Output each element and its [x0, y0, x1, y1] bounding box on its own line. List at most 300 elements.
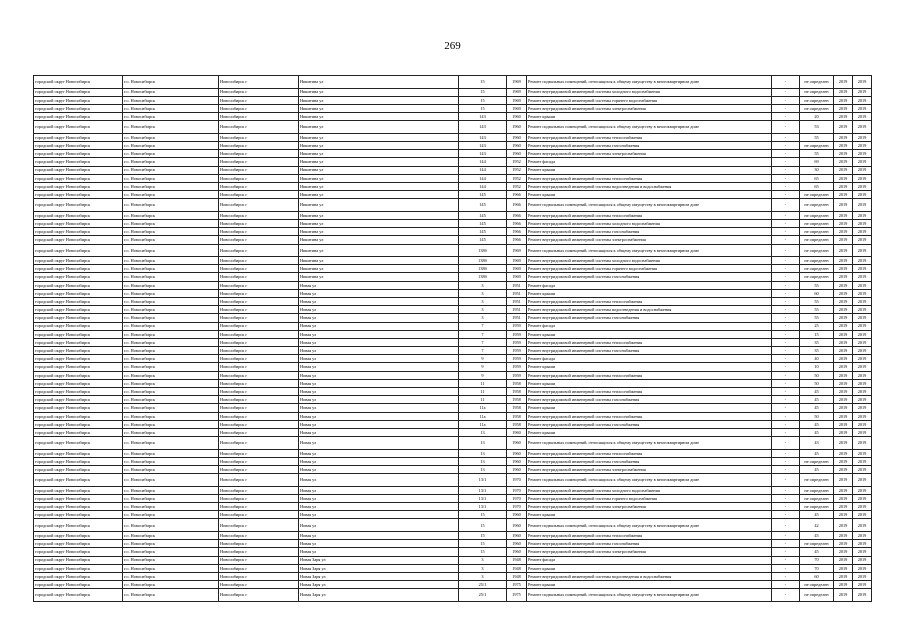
cell-settlement: г.о. Новосибирск [123, 174, 219, 182]
table-row [34, 396, 872, 404]
cell-work_type: Ремонт фасада [527, 281, 772, 289]
cell-street: Новая ул [299, 494, 459, 502]
cell-street: Новая ул [299, 486, 459, 494]
cell-street: Никитина ул [299, 113, 459, 121]
cell-street: Новая ул [299, 306, 459, 314]
table-row [34, 548, 872, 556]
cell-settlement: г.о. Новосибирск [123, 322, 219, 330]
cell-house: 143 [459, 121, 507, 134]
cell-cost_status: 55 [800, 314, 834, 322]
cell-settlement: г.о. Новосибирск [123, 113, 219, 121]
cell-year_end: 2019 [853, 211, 872, 219]
cell-settlement: г.о. Новосибирск [123, 289, 219, 297]
cell-city: Новосибирск г [219, 371, 299, 379]
cell-cost: - [772, 133, 800, 141]
cell-city: Новосибирск г [219, 297, 299, 305]
cell-year_start: 2019 [834, 531, 853, 539]
cell-city: Новосибирск г [219, 141, 299, 149]
cell-cost: - [772, 121, 800, 134]
cell-work_type: Ремонт внутридомовой инженерной системы газоснабжения [527, 420, 772, 428]
cell-cost: - [772, 104, 800, 112]
cell-city: Новосибирск г [219, 273, 299, 281]
cell-cost_status: 45 [800, 420, 834, 428]
cell-year_end: 2019 [853, 228, 872, 236]
cell-settlement: г.о. Новосибирск [123, 150, 219, 158]
cell-street: Новая Заря ул [299, 572, 459, 580]
cell-year: 1959 [507, 338, 527, 346]
cell-street: Никитина ул [299, 191, 459, 199]
cell-year_start: 2019 [834, 211, 853, 219]
cell-city: Новосибирск г [219, 556, 299, 564]
cell-street: Никитина ул [299, 104, 459, 112]
cell-year_end: 2019 [853, 166, 872, 174]
cell-street: Новая Заря ул [299, 581, 459, 589]
cell-settlement: г.о. Новосибирск [123, 548, 219, 556]
cell-cost: - [772, 388, 800, 396]
cell-house: 11а [459, 404, 507, 412]
cell-district: городской округ Новосибирск [34, 556, 123, 564]
cell-year: 1958 [507, 379, 527, 387]
cell-cost: - [772, 158, 800, 166]
cell-cost: - [772, 486, 800, 494]
table-row [34, 297, 872, 305]
cell-year_start: 2019 [834, 548, 853, 556]
table-row [34, 211, 872, 219]
cell-year: 1960 [507, 540, 527, 548]
cell-city: Новосибирск г [219, 396, 299, 404]
cell-year_end: 2019 [853, 548, 872, 556]
cell-house: 138б [459, 265, 507, 273]
cell-work_type: Ремонт подвальных помещений, относящихся к общему имуществу в многоквартирном доме [527, 199, 772, 212]
cell-year_start: 2019 [834, 474, 853, 487]
cell-year: 1969 [507, 76, 527, 89]
cell-cost: - [772, 564, 800, 572]
cell-year_start: 2019 [834, 273, 853, 281]
cell-year_start: 2019 [834, 556, 853, 564]
table-row [34, 412, 872, 420]
cell-year_start: 2019 [834, 363, 853, 371]
cell-settlement: г.о. Новосибирск [123, 396, 219, 404]
cell-district: городской округ Новосибирск [34, 211, 123, 219]
cell-year_start: 2019 [834, 228, 853, 236]
cell-district: городской округ Новосибирск [34, 141, 123, 149]
table-row [34, 589, 872, 602]
cell-year_end: 2019 [853, 371, 872, 379]
cell-street: Никитина ул [299, 88, 459, 96]
table-row [34, 449, 872, 457]
cell-city: Новосибирск г [219, 121, 299, 134]
cell-year_end: 2019 [853, 150, 872, 158]
cell-street: Новая ул [299, 371, 459, 379]
cell-district: городской округ Новосибирск [34, 236, 123, 244]
cell-city: Новосибирск г [219, 404, 299, 412]
cell-city: Новосибирск г [219, 166, 299, 174]
cell-house: 13 [459, 428, 507, 436]
cell-year_end: 2019 [853, 466, 872, 474]
cell-settlement: г.о. Новосибирск [123, 589, 219, 602]
cell-street: Никитина ул [299, 76, 459, 89]
cell-settlement: г.о. Новосибирск [123, 474, 219, 487]
cell-city: Новосибирск г [219, 347, 299, 355]
cell-year_start: 2019 [834, 257, 853, 265]
cell-cost: - [772, 355, 800, 363]
table-row [34, 257, 872, 265]
cell-work_type: Ремонт внутридомовой инженерной системы водоотведения и водоснабжения [527, 306, 772, 314]
table-row [34, 199, 872, 212]
cell-year_start: 2019 [834, 494, 853, 502]
cell-year_start: 2019 [834, 396, 853, 404]
cell-district: городской округ Новосибирск [34, 363, 123, 371]
cell-district: городской округ Новосибирск [34, 581, 123, 589]
cell-work_type: Ремонт внутридомовой инженерной системы газоснабжения [527, 347, 772, 355]
cell-house: 13/1 [459, 503, 507, 511]
cell-house: 144 [459, 158, 507, 166]
cell-cost: - [772, 420, 800, 428]
cell-cost_status: 45 [800, 388, 834, 396]
cell-work_type: Ремонт внутридомовой инженерной системы газоснабжения [527, 141, 772, 149]
cell-year_start: 2019 [834, 219, 853, 227]
cell-district: городской округ Новосибирск [34, 420, 123, 428]
cell-street: Новая ул [299, 388, 459, 396]
cell-district: городской округ Новосибирск [34, 166, 123, 174]
cell-street: Новая ул [299, 396, 459, 404]
table-row [34, 486, 872, 494]
table-row [34, 540, 872, 548]
cell-house: 15 [459, 519, 507, 532]
cell-year_end: 2019 [853, 581, 872, 589]
cell-work_type: Ремонт внутридомовой инженерной системы электроснабжения [527, 548, 772, 556]
page-number: 269 [444, 40, 461, 52]
cell-year: 1958 [507, 396, 527, 404]
cell-year: 1960 [507, 141, 527, 149]
cell-house: 15 [459, 540, 507, 548]
cell-city: Новосибирск г [219, 420, 299, 428]
cell-house: 11а [459, 412, 507, 420]
cell-year_end: 2019 [853, 379, 872, 387]
cell-year: 1960 [507, 121, 527, 134]
cell-street: Никитина ул [299, 228, 459, 236]
table-row [34, 347, 872, 355]
cell-year: 1966 [507, 191, 527, 199]
cell-cost_status: не определен [800, 211, 834, 219]
cell-city: Новосибирск г [219, 466, 299, 474]
table-row [34, 581, 872, 589]
cell-district: городской округ Новосибирск [34, 428, 123, 436]
table-row [34, 457, 872, 465]
cell-city: Новосибирск г [219, 581, 299, 589]
cell-year_start: 2019 [834, 141, 853, 149]
cell-year_end: 2019 [853, 182, 872, 190]
cell-year: 1960 [507, 457, 527, 465]
cell-cost_status: не определен [800, 581, 834, 589]
cell-work_type: Ремонт внутридомовой инженерной системы водоотведения и водоснабжения [527, 182, 772, 190]
cell-house: 143 [459, 133, 507, 141]
cell-cost: - [772, 437, 800, 450]
cell-house: 15 [459, 548, 507, 556]
cell-settlement: г.о. Новосибирск [123, 244, 219, 257]
cell-district: городской округ Новосибирск [34, 564, 123, 572]
cell-cost_status: не определен [800, 141, 834, 149]
cell-district: городской округ Новосибирск [34, 404, 123, 412]
cell-work_type: Ремонт подвальных помещений, относящихся к общему имуществу в многоквартирном доме [527, 121, 772, 134]
table-row [34, 474, 872, 487]
cell-cost: - [772, 211, 800, 219]
cell-street: Новая ул [299, 466, 459, 474]
cell-street: Никитина ул [299, 150, 459, 158]
cell-city: Новосибирск г [219, 322, 299, 330]
table-row [34, 511, 872, 519]
cell-house: 11 [459, 379, 507, 387]
cell-year_end: 2019 [853, 404, 872, 412]
cell-settlement: г.о. Новосибирск [123, 437, 219, 450]
cell-work_type: Ремонт подвальных помещений, относящихся к общему имуществу в многоквартирном доме [527, 589, 772, 602]
cell-year_start: 2019 [834, 540, 853, 548]
cell-house: 11а [459, 420, 507, 428]
cell-work_type: Ремонт внутридомовой инженерной системы электроснабжения [527, 104, 772, 112]
cell-work_type: Ремонт внутридомовой инженерной системы теплоснабжения [527, 133, 772, 141]
cell-house: 138б [459, 257, 507, 265]
cell-cost: - [772, 494, 800, 502]
cell-work_type: Ремонт внутридомовой инженерной системы электроснабжения [527, 150, 772, 158]
cell-year: 1970 [507, 486, 527, 494]
cell-cost: - [772, 228, 800, 236]
cell-house: 145 [459, 191, 507, 199]
cell-year_end: 2019 [853, 236, 872, 244]
cell-house: 25/1 [459, 589, 507, 602]
cell-cost_status: не определен [800, 257, 834, 265]
cell-district: городской округ Новосибирск [34, 347, 123, 355]
table-row [34, 420, 872, 428]
cell-year_end: 2019 [853, 289, 872, 297]
cell-year_end: 2019 [853, 330, 872, 338]
cell-cost_status: не определен [800, 228, 834, 236]
cell-year_start: 2019 [834, 511, 853, 519]
cell-year_start: 2019 [834, 121, 853, 134]
cell-city: Новосибирск г [219, 257, 299, 265]
cell-cost: - [772, 396, 800, 404]
cell-house: 138б [459, 273, 507, 281]
cell-year_start: 2019 [834, 281, 853, 289]
cell-year: 1960 [507, 511, 527, 519]
cell-work_type: Ремонт крыши [527, 289, 772, 297]
cell-year: 1951 [507, 289, 527, 297]
cell-year_end: 2019 [853, 449, 872, 457]
cell-settlement: г.о. Новосибирск [123, 219, 219, 227]
cell-year: 1970 [507, 474, 527, 487]
cell-cost_status: 65 [800, 182, 834, 190]
cell-house: 11 [459, 388, 507, 396]
cell-city: Новосибирск г [219, 564, 299, 572]
cell-year: 1951 [507, 297, 527, 305]
cell-district: городской округ Новосибирск [34, 511, 123, 519]
cell-cost_status: не определен [800, 540, 834, 548]
cell-cost: - [772, 556, 800, 564]
cell-house: 3 [459, 306, 507, 314]
cell-street: Новая ул [299, 503, 459, 511]
table-row [34, 113, 872, 121]
cell-year: 1969 [507, 265, 527, 273]
cell-work_type: Ремонт внутридомовой инженерной системы теплоснабжения [527, 297, 772, 305]
cell-cost_status: не определен [800, 104, 834, 112]
cell-cost_status: 45 [800, 466, 834, 474]
cell-settlement: г.о. Новосибирск [123, 166, 219, 174]
cell-street: Никитина ул [299, 96, 459, 104]
cell-city: Новосибирск г [219, 88, 299, 96]
cell-house: 13/1 [459, 494, 507, 502]
cell-street: Новая Заря ул [299, 564, 459, 572]
cell-settlement: г.о. Новосибирск [123, 466, 219, 474]
cell-cost_status: не определен [800, 589, 834, 602]
cell-year_start: 2019 [834, 388, 853, 396]
cell-year_start: 2019 [834, 314, 853, 322]
cell-year_start: 2019 [834, 88, 853, 96]
cell-cost_status: 10 [800, 363, 834, 371]
cell-city: Новосибирск г [219, 330, 299, 338]
table-row [34, 166, 872, 174]
cell-year_end: 2019 [853, 104, 872, 112]
cell-street: Никитина ул [299, 257, 459, 265]
cell-cost_status: не определен [800, 503, 834, 511]
cell-cost_status: 55 [800, 306, 834, 314]
cell-cost: - [772, 281, 800, 289]
cell-cost: - [772, 531, 800, 539]
cell-cost_status: 45 [800, 449, 834, 457]
cell-year: 1958 [507, 388, 527, 396]
cell-district: городской округ Новосибирск [34, 314, 123, 322]
cell-city: Новосибирск г [219, 104, 299, 112]
cell-year: 1948 [507, 556, 527, 564]
cell-district: городской округ Новосибирск [34, 96, 123, 104]
cell-street: Новая ул [299, 322, 459, 330]
cell-settlement: г.о. Новосибирск [123, 314, 219, 322]
cell-district: городской округ Новосибирск [34, 457, 123, 465]
cell-work_type: Ремонт крыши [527, 428, 772, 436]
repair-register-table [33, 75, 872, 602]
cell-work_type: Ремонт крыши [527, 191, 772, 199]
cell-street: Новая ул [299, 437, 459, 450]
cell-year_start: 2019 [834, 158, 853, 166]
cell-year_end: 2019 [853, 494, 872, 502]
cell-work_type: Ремонт внутридомовой инженерной системы газоснабжения [527, 457, 772, 465]
cell-year_end: 2019 [853, 297, 872, 305]
cell-year: 1969 [507, 273, 527, 281]
table-row [34, 121, 872, 134]
cell-cost_status: 35 [800, 338, 834, 346]
table-row [34, 273, 872, 281]
cell-year_end: 2019 [853, 76, 872, 89]
cell-year: 1951 [507, 306, 527, 314]
cell-street: Никитина ул [299, 166, 459, 174]
cell-street: Новая ул [299, 297, 459, 305]
cell-year: 1960 [507, 133, 527, 141]
cell-work_type: Ремонт внутридомовой инженерной системы теплоснабжения [527, 338, 772, 346]
cell-year_start: 2019 [834, 519, 853, 532]
cell-cost: - [772, 347, 800, 355]
cell-year_start: 2019 [834, 306, 853, 314]
table-row [34, 531, 872, 539]
cell-year_end: 2019 [853, 244, 872, 257]
cell-house: 15 [459, 104, 507, 112]
cell-street: Новая ул [299, 457, 459, 465]
cell-city: Новосибирск г [219, 503, 299, 511]
cell-district: городской округ Новосибирск [34, 330, 123, 338]
cell-settlement: г.о. Новосибирск [123, 486, 219, 494]
cell-year_end: 2019 [853, 540, 872, 548]
cell-year: 1960 [507, 449, 527, 457]
cell-settlement: г.о. Новосибирск [123, 228, 219, 236]
cell-work_type: Ремонт внутридомовой инженерной системы электроснабжения [527, 236, 772, 244]
cell-year_end: 2019 [853, 174, 872, 182]
cell-year: 1958 [507, 404, 527, 412]
cell-year_end: 2019 [853, 257, 872, 265]
cell-district: городской округ Новосибирск [34, 113, 123, 121]
cell-year_start: 2019 [834, 466, 853, 474]
cell-district: городской округ Новосибирск [34, 531, 123, 539]
cell-year_end: 2019 [853, 347, 872, 355]
cell-year_start: 2019 [834, 96, 853, 104]
cell-year_end: 2019 [853, 133, 872, 141]
cell-year_start: 2019 [834, 589, 853, 602]
cell-district: городской округ Новосибирск [34, 486, 123, 494]
cell-cost: - [772, 474, 800, 487]
table-row [34, 379, 872, 387]
cell-cost: - [772, 306, 800, 314]
cell-cost: - [772, 511, 800, 519]
cell-settlement: г.о. Новосибирск [123, 158, 219, 166]
cell-cost_status: 70 [800, 564, 834, 572]
cell-settlement: г.о. Новосибирск [123, 281, 219, 289]
cell-settlement: г.о. Новосибирск [123, 273, 219, 281]
cell-settlement: г.о. Новосибирск [123, 265, 219, 273]
cell-work_type: Ремонт внутридомовой инженерной системы горячего водоснабжения [527, 494, 772, 502]
cell-city: Новосибирск г [219, 306, 299, 314]
cell-work_type: Ремонт внутридомовой инженерной системы теплоснабжения [527, 174, 772, 182]
cell-cost_status: 45 [800, 548, 834, 556]
cell-city: Новосибирск г [219, 412, 299, 420]
cell-year_end: 2019 [853, 141, 872, 149]
table-body [34, 76, 872, 602]
cell-year_end: 2019 [853, 457, 872, 465]
cell-street: Новая Заря ул [299, 556, 459, 564]
cell-cost: - [772, 330, 800, 338]
cell-cost_status: не определен [800, 191, 834, 199]
cell-work_type: Ремонт подвальных помещений, относящихся к общему имуществу в многоквартирном доме [527, 76, 772, 89]
cell-district: городской округ Новосибирск [34, 297, 123, 305]
cell-year_start: 2019 [834, 150, 853, 158]
cell-street: Новая ул [299, 281, 459, 289]
cell-year_start: 2019 [834, 449, 853, 457]
table-row [34, 564, 872, 572]
cell-cost: - [772, 244, 800, 257]
cell-house: 145 [459, 228, 507, 236]
cell-district: городской округ Новосибирск [34, 338, 123, 346]
cell-year_end: 2019 [853, 396, 872, 404]
cell-district: городской округ Новосибирск [34, 273, 123, 281]
cell-year: 1966 [507, 211, 527, 219]
cell-district: городской округ Новосибирск [34, 388, 123, 396]
cell-cost: - [772, 199, 800, 212]
cell-cost_status: 35 [800, 347, 834, 355]
cell-year_start: 2019 [834, 437, 853, 450]
cell-cost_status: не определен [800, 494, 834, 502]
cell-year_start: 2019 [834, 503, 853, 511]
cell-street: Новая ул [299, 428, 459, 436]
cell-district: городской округ Новосибирск [34, 572, 123, 580]
cell-settlement: г.о. Новосибирск [123, 236, 219, 244]
cell-year_end: 2019 [853, 96, 872, 104]
cell-year_start: 2019 [834, 191, 853, 199]
cell-year_end: 2019 [853, 265, 872, 273]
